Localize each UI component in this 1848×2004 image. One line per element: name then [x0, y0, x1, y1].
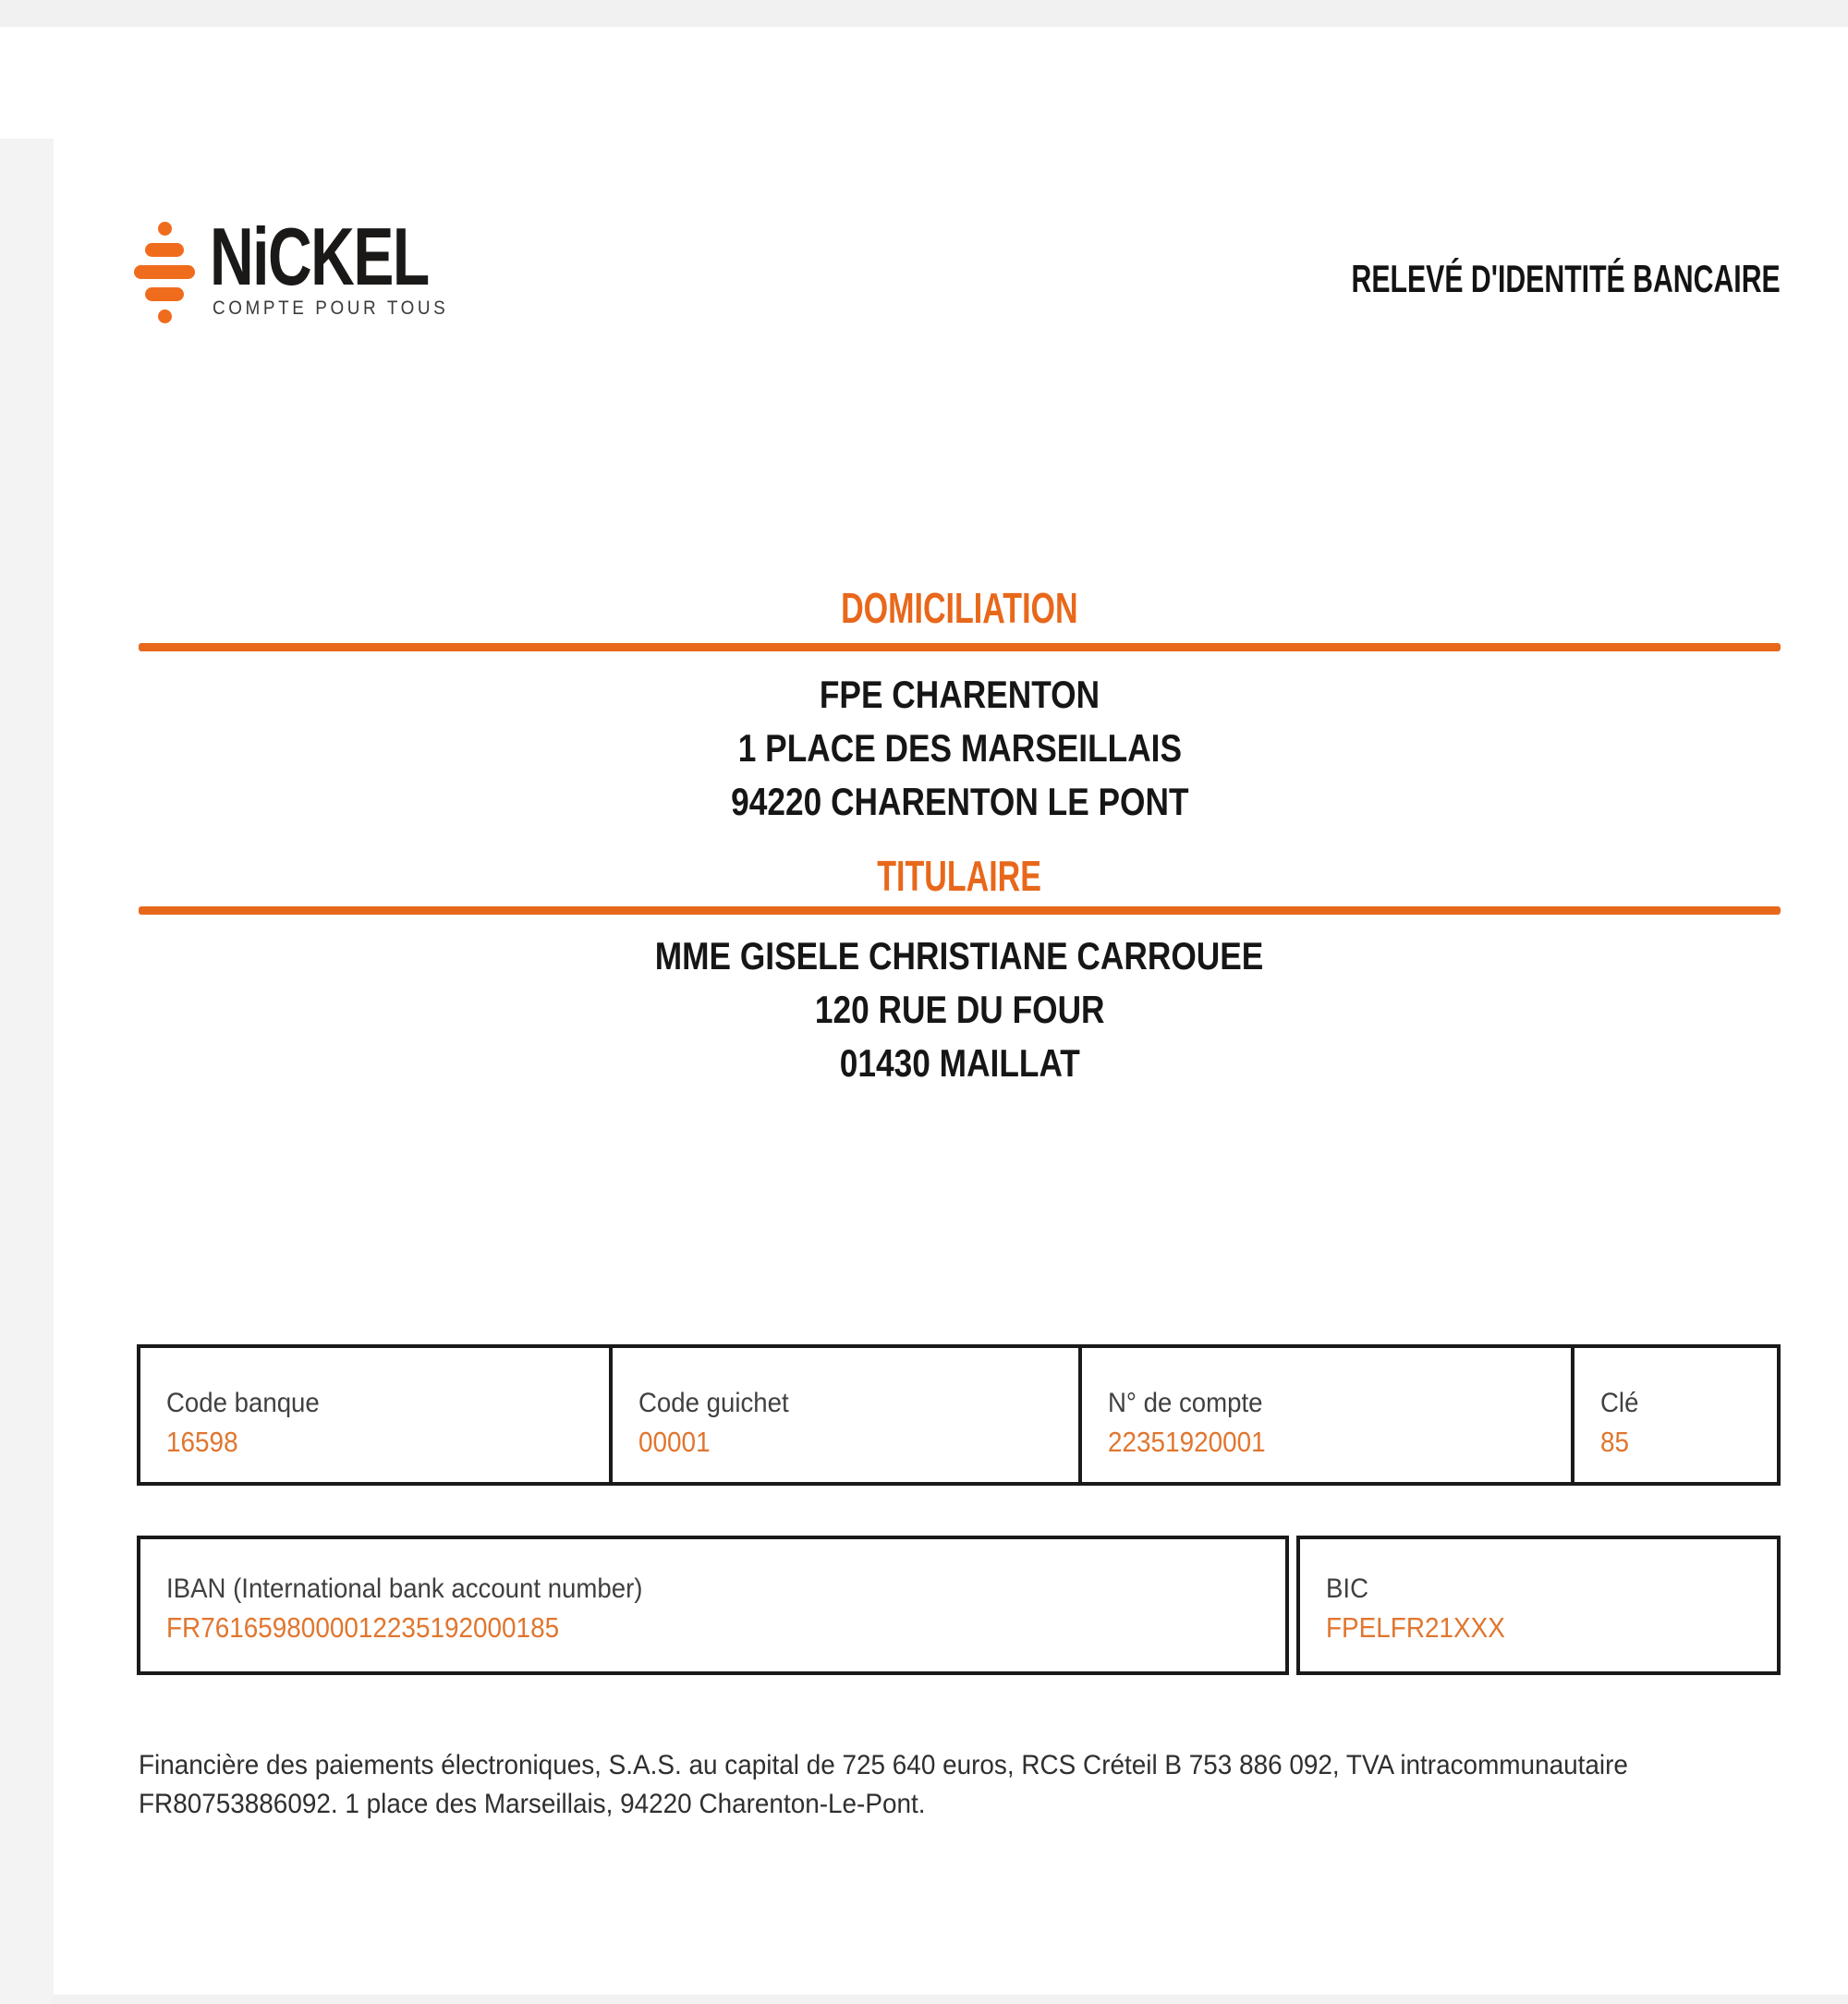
viewer-left-margin: [0, 139, 54, 2004]
cle-value: 85: [1599, 1426, 1629, 1458]
nickel-stack-icon: [134, 218, 195, 323]
legal-footer-line: Financière des paiements électroniques, S.A.S. au capital de 725 640 euros, RCS Créteil B 753 886 092, TVA intracommunautaire: [139, 1750, 1628, 1780]
code-banque-label: Code banque: [166, 1388, 320, 1418]
code-banque-value: 16598: [166, 1426, 238, 1458]
viewer-bottom-edge: [54, 1995, 1848, 2004]
numero-compte-value: 22351920001: [1107, 1426, 1266, 1458]
domiciliation-rule: [139, 643, 1781, 651]
titulaire-heading: TITULAIRE: [877, 852, 1042, 900]
cle-cell: [1571, 1344, 1781, 1486]
bic-label: BIC: [1326, 1573, 1369, 1604]
code-banque-cell: [137, 1344, 613, 1486]
legal-footer: [139, 1746, 1740, 1824]
domiciliation-line: 1 PLACE DES MARSEILLAIS: [737, 726, 1182, 770]
iban-bic-row: [137, 1536, 1781, 1675]
domiciliation-line: FPE CHARENTON: [819, 673, 1100, 716]
bic-cell: [1296, 1536, 1781, 1675]
code-guichet-value: 00001: [638, 1426, 711, 1458]
cle-label: Clé: [1599, 1388, 1638, 1418]
bic-value: FPELFR21XXX: [1326, 1611, 1505, 1644]
domiciliation-address: [139, 668, 1781, 829]
legal-footer-line: FR80753886092. 1 place des Marseillais, 94220 Charenton-Le-Pont.: [139, 1789, 926, 1819]
titulaire-line: MME GISELE CHRISTIANE CARROUEE: [655, 934, 1264, 978]
iban-value: FR7616598000012235192000185: [166, 1611, 560, 1644]
titulaire-address: [139, 929, 1781, 1090]
brand-name: NiCKEL: [210, 211, 429, 302]
document-title: RELEVÉ D'IDENTITÉ BANCAIRE: [1351, 257, 1781, 300]
numero-compte-label: N° de compte: [1107, 1388, 1263, 1418]
numero-compte-cell: [1078, 1344, 1574, 1486]
domiciliation-line: 94220 CHARENTON LE PONT: [730, 780, 1189, 823]
code-guichet-cell: [609, 1344, 1082, 1486]
nickel-logo-text: [210, 211, 502, 320]
brand-tagline: COMPTE POUR TOUS: [213, 298, 449, 319]
iban-label: IBAN (International bank account number): [166, 1573, 643, 1604]
viewer-top-edge: [0, 0, 1848, 27]
code-guichet-label: Code guichet: [638, 1388, 789, 1418]
domiciliation-heading: DOMICILIATION: [841, 584, 1078, 632]
bank-codes-table: [137, 1344, 1781, 1486]
nickel-logo: [134, 211, 502, 323]
titulaire-line: 120 RUE DU FOUR: [814, 988, 1105, 1031]
iban-cell: [137, 1536, 1289, 1675]
titulaire-rule: [139, 906, 1781, 915]
titulaire-line: 01430 MAILLAT: [839, 1041, 1080, 1085]
